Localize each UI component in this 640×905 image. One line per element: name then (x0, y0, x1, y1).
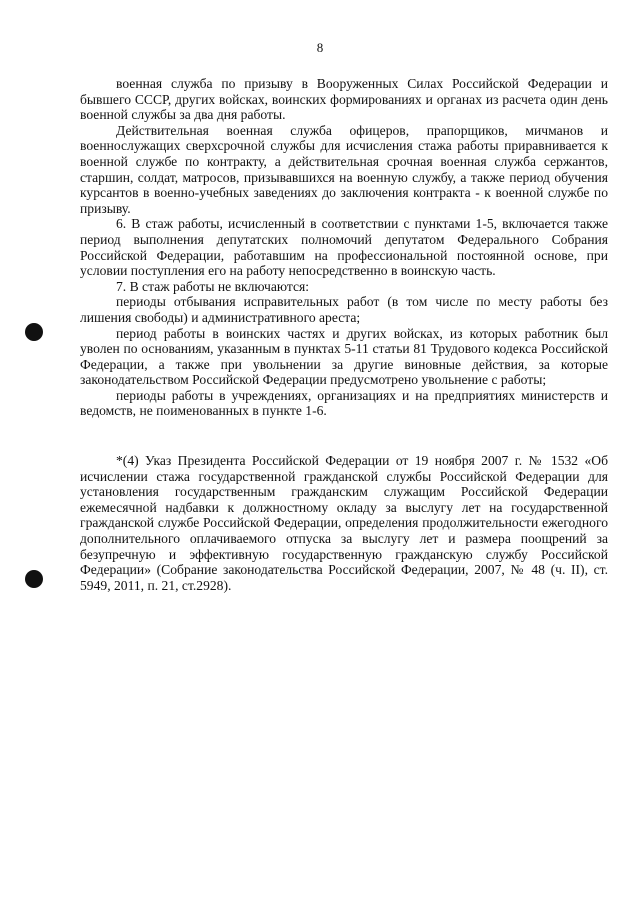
punch-hole-mark (25, 570, 43, 588)
page-number: 8 (316, 40, 324, 55)
paragraph-correctional-labor: периоды отбывания исправительных работ (в том числе по месту работы без лишения свободы) и административного ареста; (80, 294, 608, 325)
paragraph-item-6: 6. В стаж работы, исчисленный в соответствии с пунктами 1-5, включается также период выполнения депутатских полномочий депутатом Федерального Собрания Российской Федерации, работавшим на профессиональной постоянной основе, при условии поступления его на работу непосредственно в воинскую часть. (80, 216, 608, 279)
paragraph-military-service: военная служба по призыву в Вооруженных Силах Российской Федерации и бывшего СССР, других войсках, воинских формированиях и органах из расчета один день военной службы за два дня работы. (80, 76, 608, 123)
paragraph-item-7: 7. В стаж работы не включаются: (116, 278, 310, 294)
section-gap (80, 419, 608, 453)
punch-hole-mark (25, 323, 43, 341)
document-body (80, 76, 608, 593)
paragraph-officers-service: Действительная военная служба офицеров, прапорщиков, мичманов и военнослужащих сверхсрочной службы для исчисления стажа работы приравнивается к военной службе по контракту, а действительная срочная военная служба сержантов, старшин, солдат, матросов, призывавшихся на военную службу, а также период обучения курсантов в военно-учебных заведениях до заключения контракта - к военной службе по призыву. (80, 122, 608, 216)
paragraph-dismissal-periods: период работы в воинских частях и других войсках, из которых работник был уволен по основаниям, указанным в пунктах 5-11 статьи 81 Трудового кодекса Российской Федерации, а также при увольнении за другие виновные действия, за которые законодательством Российской Федерации предусмотрено увольнение с работы; (80, 325, 608, 388)
footnote-4: *(4) Указ Президента Российской Федерации от 19 ноября 2007 г. № 1532 «Об исчислении стажа государственной гражданской службы Российской Федерации для установления государственным гражданским служащим Российской Федерации ежемесячной надбавки к должностному окладу за выслугу лет на государственной гражданской службе Российской Федерации, определения продолжительности ежегодного дополнительного оплачиваемого отпуска за выслугу лет и размера поощрений за безупречную и эффективную государственную гражданскую службу Российской Федерации» (Собрание законодательства Российской Федерации, 2007, № 48 (ч. II), ст. 5949, 2011, п. 21, ст.2928). (80, 453, 608, 593)
paragraph-ministries-periods: периоды работы в учреждениях, организациях и на предприятиях министерств и ведомств, не поименованных в пункте 1-6. (80, 387, 608, 419)
